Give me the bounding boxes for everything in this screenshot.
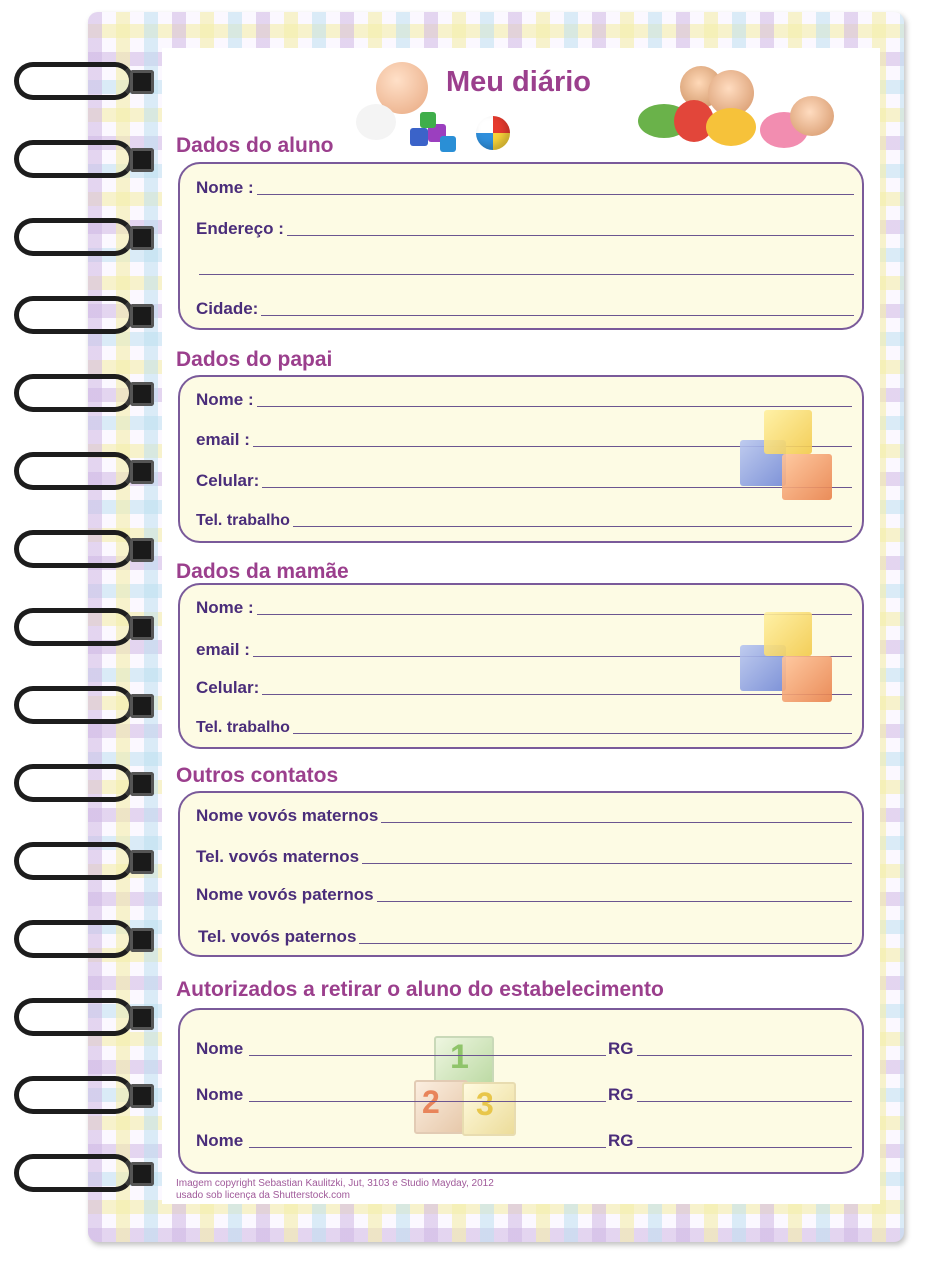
field-autorizado-rg-3[interactable]: RG	[608, 1131, 852, 1151]
section-title-aluno: Dados do aluno	[176, 134, 334, 157]
field-aluno-endereco[interactable]: Endereço :	[196, 219, 854, 239]
fill-line[interactable]	[377, 900, 852, 902]
fill-line[interactable]	[637, 1146, 853, 1148]
spiral-ring	[14, 292, 146, 342]
spiral-ring	[14, 760, 146, 810]
fill-line[interactable]	[262, 693, 852, 695]
field-mamae-nome[interactable]: Nome :	[196, 598, 852, 618]
field-autorizado-nome-2[interactable]: Nome	[196, 1085, 606, 1105]
fill-line[interactable]	[249, 1146, 606, 1148]
spiral-ring	[14, 604, 146, 654]
field-papai-tel-trabalho[interactable]: Tel. trabalho	[196, 512, 852, 530]
fill-line[interactable]	[262, 486, 852, 488]
field-aluno-cidade[interactable]: Cidade:	[196, 299, 854, 319]
spiral-ring	[14, 58, 146, 108]
field-aluno-nome[interactable]: Nome :	[196, 178, 854, 198]
image-credit: Imagem copyright Sebastian Kaulitzki, Jut, 3103 e Studio Mayday, 2012 usado sob licença da Shutterstock.com	[176, 1178, 494, 1201]
spiral-ring	[14, 1072, 146, 1122]
spiral-ring	[14, 214, 146, 264]
spiral-ring	[14, 448, 146, 498]
field-autorizado-nome-1[interactable]: Nome	[196, 1039, 606, 1059]
field-nome-vovos-maternos[interactable]: Nome vovós maternos	[196, 806, 852, 826]
field-mamae-celular[interactable]: Celular:	[196, 678, 852, 698]
fill-line[interactable]	[293, 525, 852, 527]
field-nome-vovos-paternos[interactable]: Nome vovós paternos	[196, 885, 852, 905]
spiral-ring	[14, 1150, 146, 1200]
fill-line[interactable]	[381, 821, 852, 823]
fill-line[interactable]	[637, 1054, 853, 1056]
field-mamae-email[interactable]: email :	[196, 640, 852, 660]
fill-line[interactable]	[293, 732, 852, 734]
field-autorizado-rg-2[interactable]: RG	[608, 1085, 852, 1105]
fill-line[interactable]	[249, 1054, 606, 1056]
spiral-ring	[14, 838, 146, 888]
fill-line[interactable]	[359, 942, 852, 944]
spiral-ring	[14, 994, 146, 1044]
block-digit: 3	[476, 1086, 494, 1122]
field-tel-vovos-paternos[interactable]: Tel. vovós paternos	[198, 927, 852, 947]
ball-icon	[476, 116, 510, 150]
section-title-autorizados: Autorizados a retirar o aluno do estabelecimento	[176, 978, 664, 1001]
field-autorizado-rg-1[interactable]: RG	[608, 1039, 852, 1059]
spiral-ring	[14, 136, 146, 186]
block-digit: 1	[450, 1038, 469, 1076]
spiral-ring	[14, 526, 146, 576]
block-digit: 2	[422, 1084, 440, 1120]
section-title-mamae: Dados da mamãe	[176, 560, 349, 583]
fill-line[interactable]	[257, 613, 852, 615]
field-papai-nome[interactable]: Nome :	[196, 390, 852, 410]
fill-line[interactable]	[249, 1100, 606, 1102]
fill-line[interactable]	[257, 405, 852, 407]
field-papai-celular[interactable]: Celular:	[196, 471, 852, 491]
fill-line[interactable]	[199, 273, 854, 275]
fill-line[interactable]	[637, 1100, 853, 1102]
fill-line[interactable]	[257, 193, 854, 195]
field-autorizado-nome-3[interactable]: Nome	[196, 1131, 606, 1151]
fill-line[interactable]	[261, 314, 854, 316]
spiral-ring	[14, 682, 146, 732]
field-aluno-endereco-2[interactable]	[196, 258, 854, 278]
section-title-papai: Dados do papai	[176, 348, 333, 371]
field-papai-email[interactable]: email :	[196, 430, 852, 450]
spiral-ring	[14, 370, 146, 420]
page-title: Meu diário	[446, 66, 592, 98]
field-tel-vovos-maternos[interactable]: Tel. vovós maternos	[196, 847, 852, 867]
spiral-ring	[14, 916, 146, 966]
section-title-outros: Outros contatos	[176, 764, 339, 787]
field-mamae-tel-trabalho[interactable]: Tel. trabalho	[196, 719, 852, 737]
fill-line[interactable]	[287, 234, 854, 236]
fill-line[interactable]	[362, 862, 852, 864]
